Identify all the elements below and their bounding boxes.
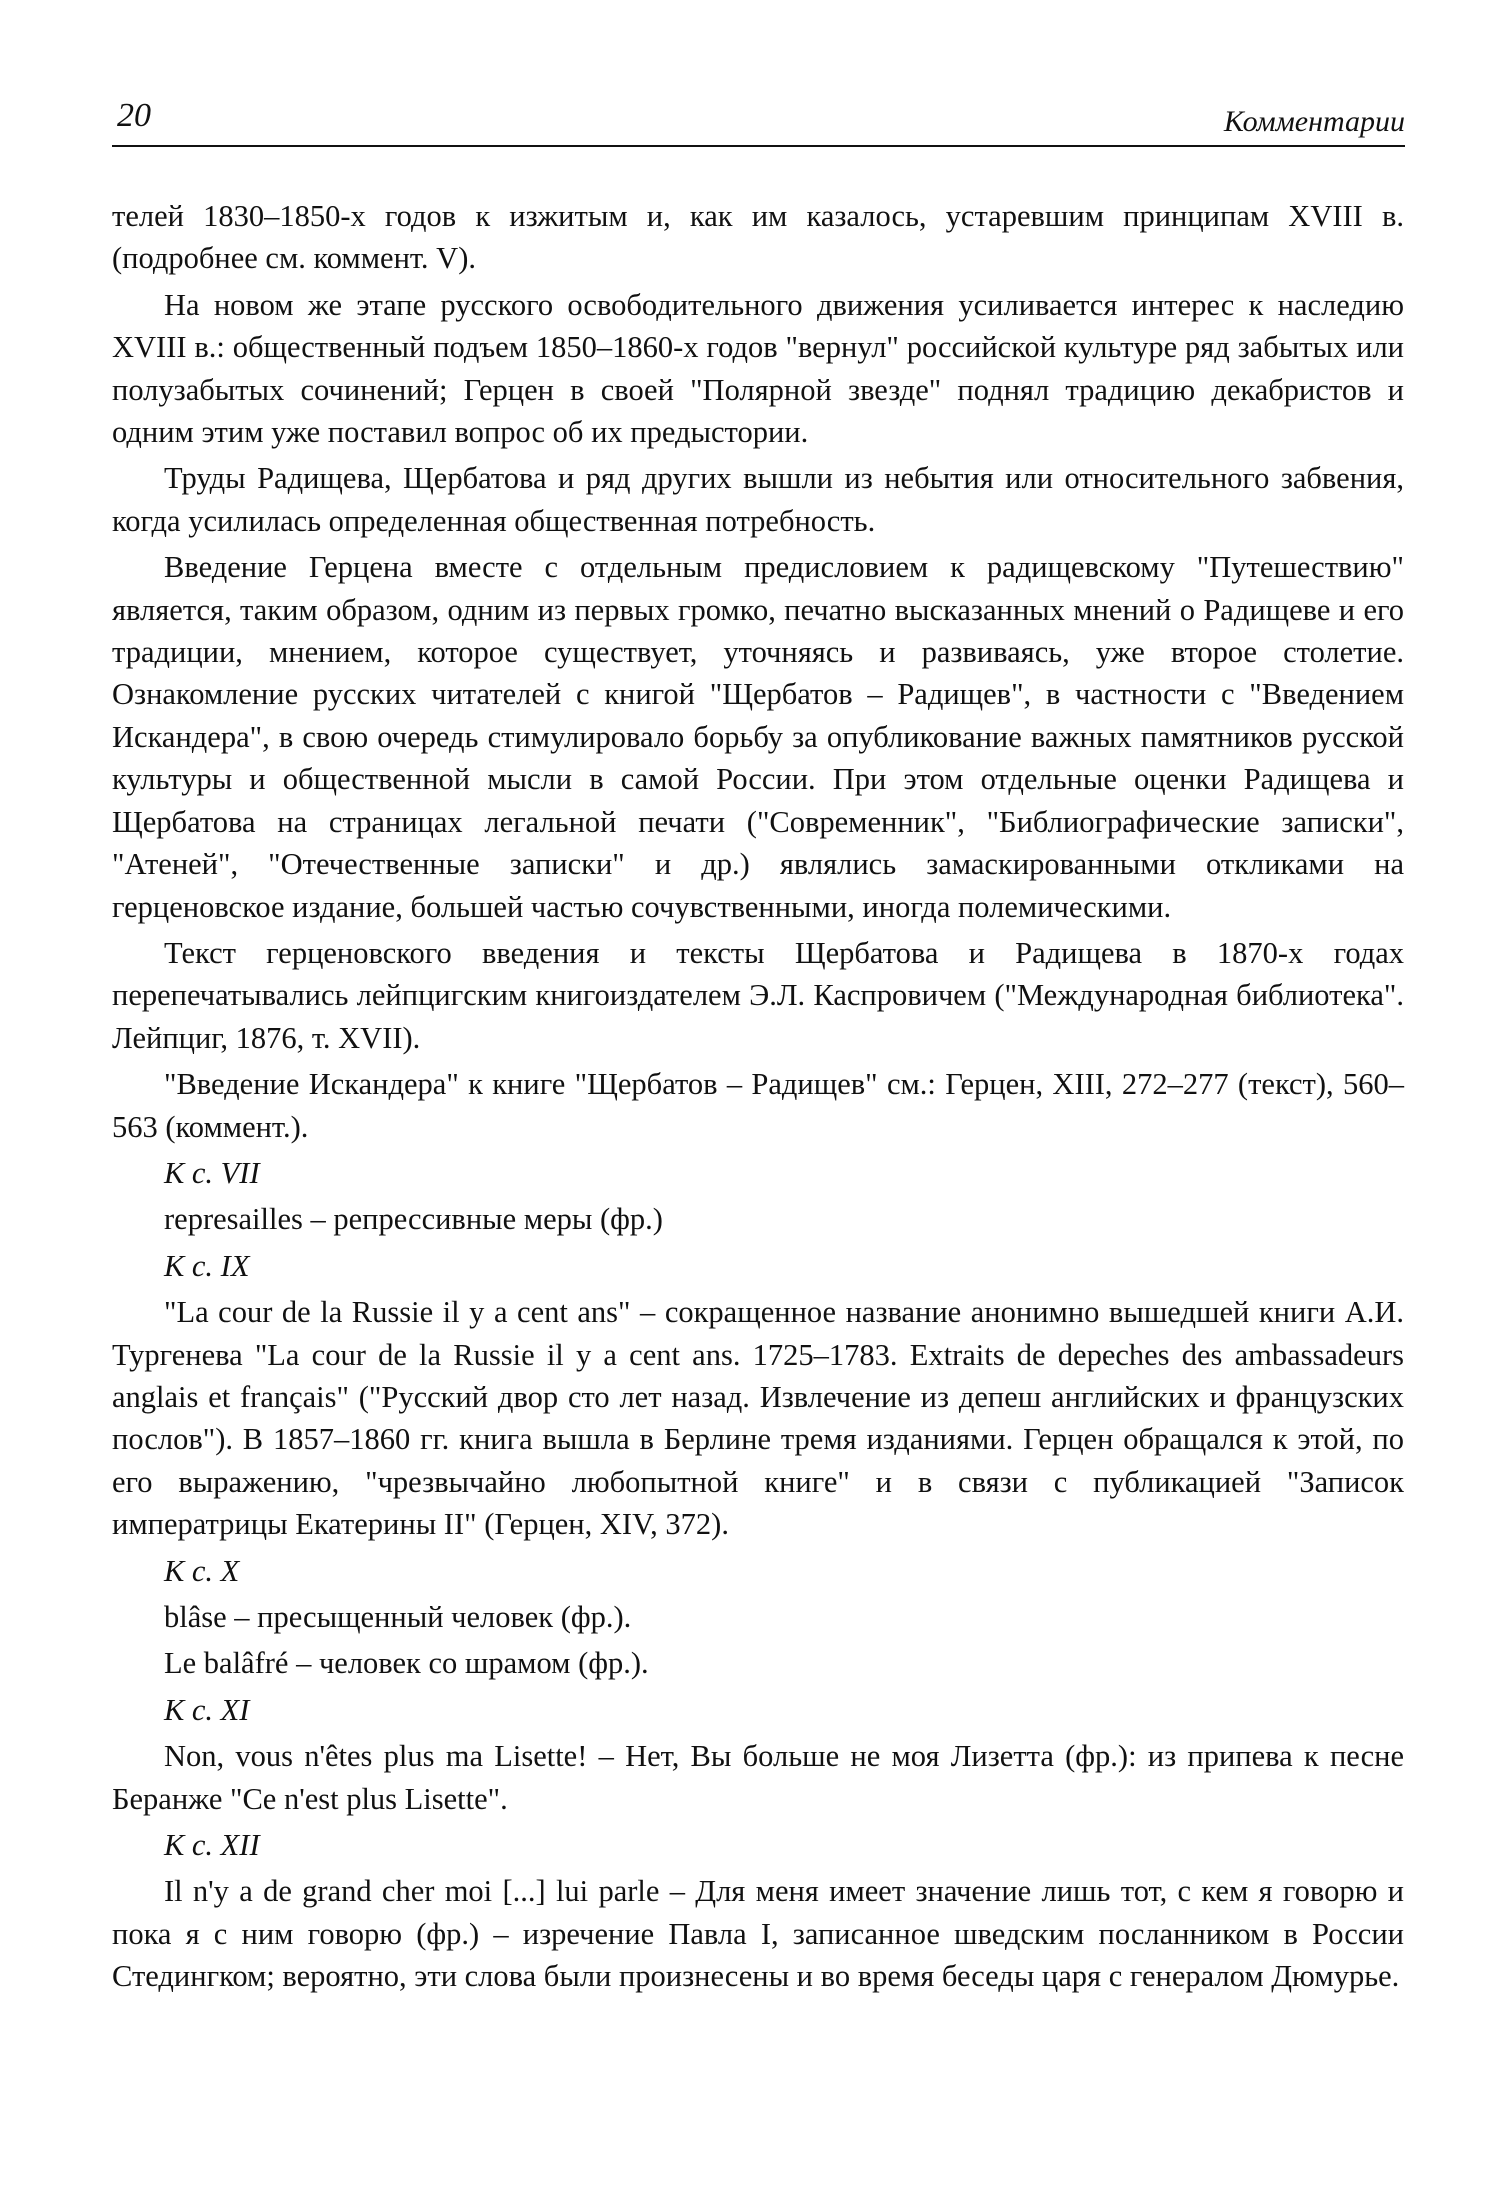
paragraph: Текст герценовского введения и тексты Щербатова и Радищева в 1870-х годах перепечатывались лейпцигским книгоиздателем Э.Л. Каспровичем ("Международная библиотека". Лейпциг, 1876, т. XVII).: [112, 935, 1404, 1055]
page-number: 20: [117, 97, 151, 134]
page-reference-heading: К с. VII: [164, 1155, 260, 1190]
comment-entry: blâse – пресыщенный человек (фр.).: [164, 1600, 632, 1634]
comment-entry: Le balâfré – человек со шрамом (фр.).: [164, 1646, 649, 1681]
comment-entry: Il n'y a de grand cher moi [...] lui parle – Для меня имеет значение лишь тот, с кем я говорю и пока я с ним говорю (фр.) – изречение Павла I, записанное шведским посланником в России Стедингком; вероятно, эти слова были произнесены и во время беседы царя с генералом Дюмурье.: [112, 1874, 1404, 1994]
running-head: [112, 92, 1405, 144]
page-reference-heading: К с. IX: [164, 1248, 250, 1283]
page-reference-heading: К с. X: [164, 1553, 240, 1588]
paragraph: На новом же этапе русского освободительного движения усиливается интерес к наследию XVIII в.: общественный подъем 1850–1860-х годов "вернул" российской культуре ряд забытых или полузабытых сочинений; Герцен в своей "Полярной звезде" поднял традицию декабристов и одним этим уже поставил вопрос об их предыстории.: [112, 287, 1404, 450]
section-title: Комментарии: [1223, 105, 1405, 138]
comment-entry: Non, vous n'êtes plus ma Lisette! – Нет, Вы больше не моя Лизетта (фр.): из припева к песне Беранже "Ce n'est plus Lisette".: [112, 1739, 1404, 1816]
paragraph: Введение Герцена вместе с отдельным предисловием к радищевскому "Путешествию" является, таким образом, одним из первых громко, печатно высказанных мнений о Радищеве и его традиции, мнением, которое существует, уточняясь и развиваясь, уже второе столетие. Ознакомление русских читателей с книгой "Щербатов – Радищев", в частности с "Введением Искандера", в свою очередь стимулировало борьбу за опубликование важных памятников русской культуры и общественной мысли в самой России. При этом отдельные оценки Радищева и Щербатова на страницах легальной печати ("Современник", "Библиографические записки", "Атеней", "Отечественные записки" и др.) являлись замаскированными откликами на герценовское издание, большей частью сочувственными, иногда полемическими.: [112, 550, 1404, 924]
page-reference-heading: К с. XII: [164, 1828, 260, 1863]
comment-entry: "La cour de la Russie il y a cent ans" – сокращенное название анонимно вышедшей книги А.И. Тургенева "La cour de la Russie il y a cent ans. 1725–1783. Extraits de depeches des ambassadeurs anglais et français" ("Русский двор сто лет назад. Извлечение из депеш английских и французских послов"). В 1857–1860 гг. книга вышла в Берлине тремя изданиями. Герцен обращался к этой, по его выражению, "чрезвычайно любопытной книге" и в связи с публикацией "Записок императрицы Екатерины II" (Герцен, XIV, 372).: [112, 1295, 1404, 1542]
paragraph-continuation: телей 1830–1850-х годов к изжитым и, как им казалось, устаревшим принципам XVIII в. (подробнее см. коммент. V).: [112, 199, 1404, 276]
body-text: [112, 195, 1404, 2002]
header-rule: [112, 145, 1405, 147]
paragraph: "Введение Искандера" к книге "Щербатов – Радищев" см.: Герцен, XIII, 272–277 (текст), 560–563 (коммент.).: [112, 1067, 1404, 1144]
paragraph: Труды Радищева, Щербатова и ряд других вышли из небытия или относительного забвения, когда усилилась определенная общественная потребность.: [112, 461, 1404, 538]
page-reference-heading: К с. XI: [164, 1692, 250, 1727]
comment-entry: represailles – репрессивные меры (фр.): [164, 1202, 663, 1237]
